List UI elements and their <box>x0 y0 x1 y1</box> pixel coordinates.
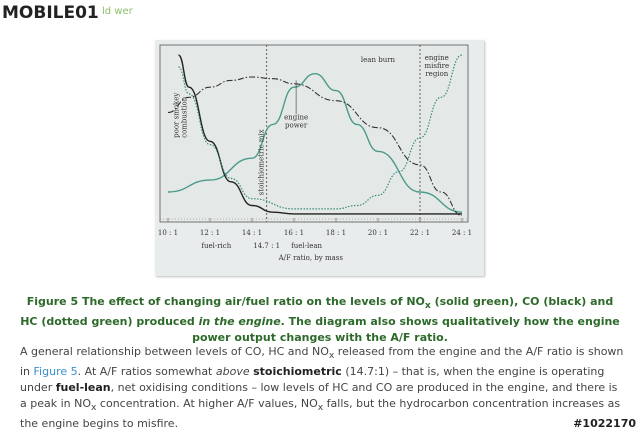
caption-suffix: . The diagram also shows qualitatively how the engine power output changes with the A/F ratio. <box>192 315 620 345</box>
fuel-rich-label: fuel-rich <box>201 242 232 250</box>
nox-sub-1: x <box>328 350 335 362</box>
figure-5-link[interactable]: Figure 5 <box>33 365 78 379</box>
site-header <box>0 0 640 26</box>
lean-burn-label: lean burn <box>360 55 396 64</box>
misfire-region-label-1: misfire <box>424 62 450 71</box>
x-tick-label-4: 18 : 1 <box>325 229 347 237</box>
body-paragraph <box>20 344 624 432</box>
caption-italic: in the engine <box>198 315 281 329</box>
figure-image <box>155 40 484 276</box>
body-text-5: (14.7:1) – that is, when the engine is operating under <box>20 365 605 395</box>
watermark-id: #1022170 <box>573 417 636 430</box>
misfire-region-label-2: region <box>425 70 449 79</box>
caption-mid: (solid green), CO (black) and HC (dotted green) produced <box>20 295 614 329</box>
x-tick-label-3: 16 : 1 <box>283 229 305 237</box>
nox-sub-3: x <box>317 402 324 414</box>
x-tick-label-7: 24 : 1 <box>451 229 473 237</box>
x-tick-label-1: 12 : 1 <box>199 229 221 237</box>
figure-caption <box>20 294 620 346</box>
nox-sub-2: x <box>91 402 97 414</box>
logo-text: MOBILE01 <box>2 3 99 23</box>
x-tick-label-5: 20 : 1 <box>367 229 389 237</box>
body-italic-above: above <box>215 365 250 379</box>
engine-power-label-1: power <box>285 121 308 130</box>
x-axis-label: A/F ratio, by mass <box>278 254 343 262</box>
header-crumb: ld wer <box>102 6 133 17</box>
misfire-region-label-0: engine <box>424 54 449 63</box>
body-text-7: concentration. At higher A/F values, NO <box>96 397 318 411</box>
engine-power-label-0: engine <box>284 113 309 122</box>
body-bold-stoichiometric: stoichiometric <box>253 365 342 379</box>
af-ratio-chart <box>155 40 484 276</box>
stoich-ratio-label: 14.7 : 1 <box>253 242 281 250</box>
body-text-3: . At A/F ratios somewhat <box>77 365 216 379</box>
body-text-8: falls, but the hydrocarbon concentration increases as the engine begins to misfire. <box>20 397 621 431</box>
poor-smoky-label-1: poor smokey <box>172 92 181 138</box>
caption-prefix: Figure 5 The effect of changing air/fuel ratio on the levels of NO <box>26 295 425 308</box>
poor-smoky-label-2: combustion <box>180 96 189 138</box>
body-bold-fuel-lean: fuel-lean <box>55 381 111 395</box>
caption-nox-sub: x <box>424 300 431 312</box>
body-text-2: released from the engine and the A/F ratio is shown in <box>20 345 624 379</box>
x-tick-label-6: 22 : 1 <box>409 229 431 237</box>
body-text-6: , net oxidising conditions – low levels of HC and CO are produced in the engine, and there is a peak in NO <box>20 381 618 411</box>
mobile01-logo[interactable] <box>2 2 99 24</box>
x-tick-label-2: 14 : 1 <box>241 229 263 237</box>
plot-frame <box>160 45 468 222</box>
x-tick-label-0: 10 : 1 <box>157 229 179 237</box>
body-text-1: A general relationship between levels of CO, HC and NO <box>20 345 329 358</box>
stoichiometric-mix-label: stoichiometric mix <box>257 129 266 196</box>
fuel-lean-label: fuel-lean <box>291 242 323 250</box>
